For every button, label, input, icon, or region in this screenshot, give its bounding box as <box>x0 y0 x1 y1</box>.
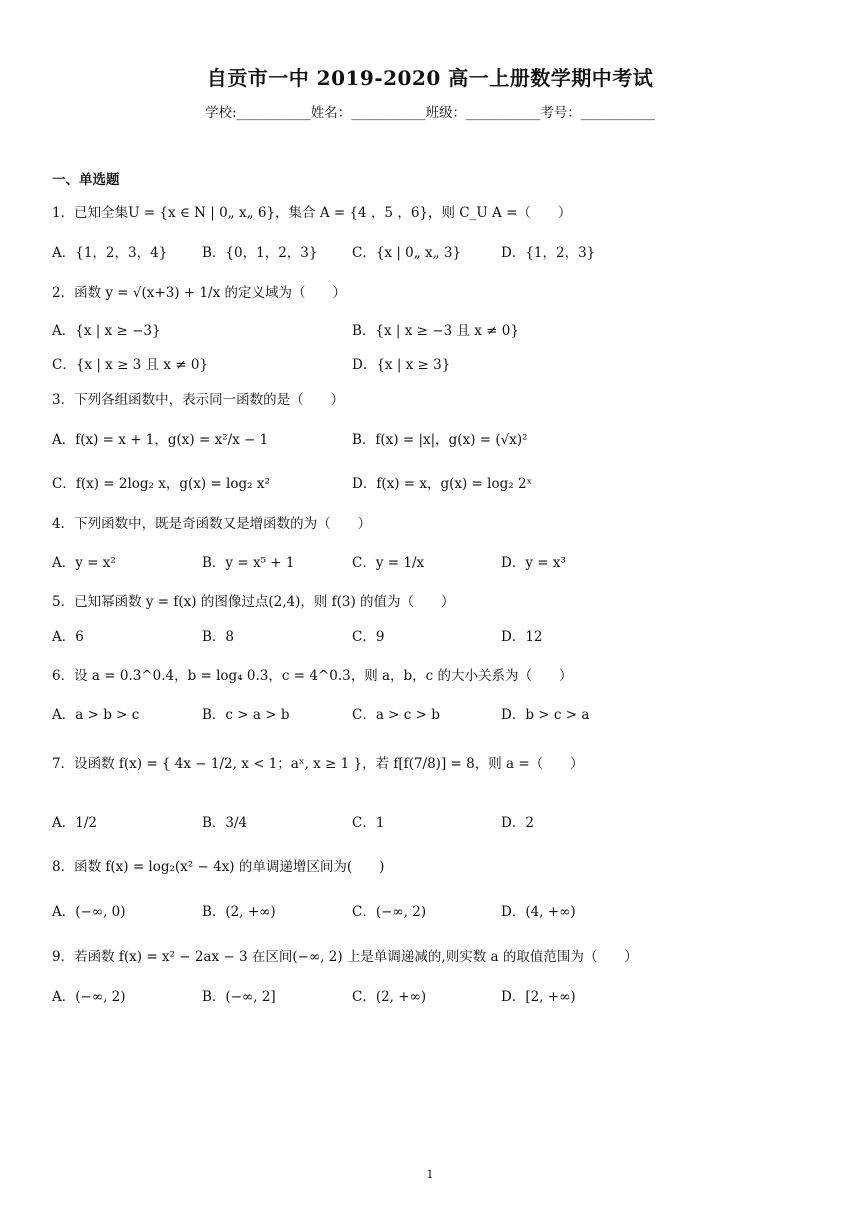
question-2-option-b: B．{x | x ≥ −3 且 x ≠ 0} <box>352 323 519 339</box>
question-5-option-c: C．9 <box>352 629 385 645</box>
question-6-stem: 6．设 a = 0.3^0.4，b = log₄ 0.3，c = 4^0.3，则 a，b，c 的大小关系为（ ） <box>52 668 573 684</box>
question-1-option-c: C．{x | 0„ x„ 3} <box>352 245 462 261</box>
section-heading: 一、单选题 <box>52 172 120 188</box>
question-8-option-b: B．(2, +∞) <box>202 904 276 920</box>
question-5-option-b: B．8 <box>202 629 235 645</box>
question-1-option-a: A．{1，2，3，4} <box>52 245 168 261</box>
question-7-option-a: A．1/2 <box>52 815 97 831</box>
page-number: 1 <box>426 1168 434 1181</box>
question-8-option-c: C．(−∞, 2) <box>352 904 427 920</box>
question-3-option-c: C．f(x) = 2log₂ x，g(x) = log₂ x² <box>52 476 270 492</box>
question-4-stem: 4．下列函数中，既是奇函数又是增函数的为（ ） <box>52 516 372 532</box>
question-7-option-c: C．1 <box>352 815 385 831</box>
question-1-stem: 1．已知全集U = {x ∈ N | 0„ x„ 6}，集合 A = {4 ，5 ，6}，则 C_U A =（ ） <box>52 205 572 221</box>
question-5-option-d: D．12 <box>501 629 543 645</box>
question-3-option-b: B．f(x) = |x|，g(x) = (√x)² <box>352 432 528 448</box>
question-4-option-a: A．y = x² <box>52 555 116 571</box>
question-5-stem: 5．已知幂函数 y = f(x) 的图像过点(2,4)，则 f(3) 的值为（ ） <box>52 594 455 610</box>
question-4-option-c: C．y = 1/x <box>352 555 425 571</box>
question-6-option-c: C．a > c > b <box>352 707 440 723</box>
question-9-option-d: D．[2, +∞) <box>501 989 576 1005</box>
student-info-line: 学校:___________姓名：___________班级：___________考号：___________ <box>204 105 656 121</box>
question-2-option-d: D．{x | x ≥ 3} <box>352 357 451 373</box>
question-8-option-d: D．(4, +∞) <box>501 904 576 920</box>
question-8-stem: 8．函数 f(x) = log₂(x² − 4x) 的单调递增区间为( ) <box>52 859 385 875</box>
question-5-option-a: A．6 <box>52 629 84 645</box>
question-6-option-d: D．b > c > a <box>501 707 590 723</box>
question-7-stem: 7．设函数 f(x) = { 4x − 1/2, x < 1；aˣ, x ≥ 1 }，若 f[f(7/8)] = 8，则 a =（ ） <box>52 756 584 772</box>
question-6-option-a: A．a > b > c <box>52 707 140 723</box>
question-9-option-a: A．(−∞, 2) <box>52 989 126 1005</box>
question-3-stem: 3．下列各组函数中，表示同一函数的是（ ） <box>52 392 345 408</box>
question-9-option-b: B．(−∞, 2] <box>202 989 276 1005</box>
question-9-stem: 9．若函数 f(x) = x² − 2ax − 3 在区间(−∞, 2) 上是单调递减的,则实数 a 的取值范围为（ ） <box>52 949 638 965</box>
question-1-option-b: B．{0，1，2，3} <box>202 245 318 261</box>
question-4-option-b: B．y = x⁵ + 1 <box>202 555 295 571</box>
question-2-option-c: C．{x | x ≥ 3 且 x ≠ 0} <box>52 357 209 373</box>
exam-title: 自贡市一中 2019-2020 高一上册数学期中考试 <box>206 66 654 90</box>
question-2-option-a: A．{x | x ≥ −3} <box>52 323 161 339</box>
question-7-option-b: B．3/4 <box>202 815 248 831</box>
question-7-option-d: D．2 <box>501 815 534 831</box>
question-3-option-d: D．f(x) = x，g(x) = log₂ 2ˣ <box>352 476 533 492</box>
question-1-option-d: D．{1，2，3} <box>501 245 596 261</box>
question-2-stem: 2．函数 y = √(x+3) + 1/x 的定义域为（ ） <box>52 285 346 301</box>
question-6-option-b: B．c > a > b <box>202 707 290 723</box>
question-8-option-a: A．(−∞, 0) <box>52 904 126 920</box>
question-9-option-c: C．(2, +∞) <box>352 989 427 1005</box>
question-4-option-d: D．y = x³ <box>501 555 566 571</box>
question-3-option-a: A．f(x) = x + 1，g(x) = x²/x − 1 <box>52 432 269 448</box>
